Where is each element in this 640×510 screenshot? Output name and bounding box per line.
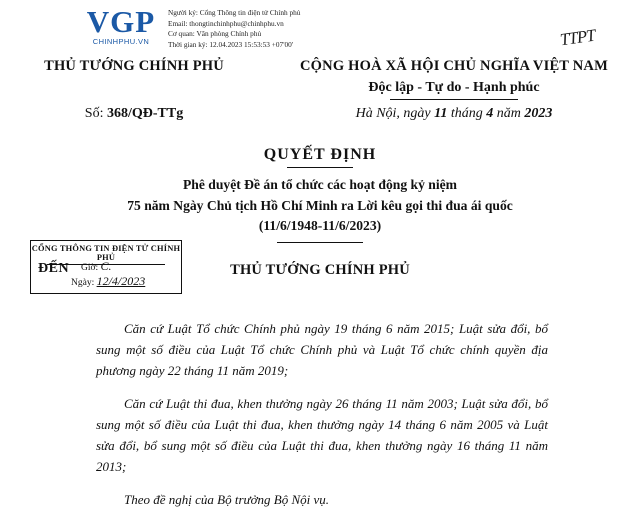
handwritten-annotation-top-right: TTPT	[558, 25, 596, 50]
vgp-logo	[78, 6, 164, 46]
stamp-time-value: C.	[100, 259, 112, 273]
issuer-heading: THỦ TƯỚNG CHÍNH PHỦ	[230, 262, 410, 278]
document-number	[0, 106, 268, 122]
national-title: CỘNG HOÀ XÃ HỘI CHỦ NGHĨA VIỆT NAM	[300, 58, 608, 74]
body-paragraph-3: Theo đề nghị của Bộ trưởng Bộ Nội vụ.	[124, 492, 330, 508]
signature-timestamp: Thời gian ký: 12.04.2023 15:53:53 +07'00'	[168, 39, 294, 49]
document-header	[0, 58, 640, 100]
signature-organization: Cơ quan: Văn phòng Chính phủ	[168, 29, 262, 39]
stamp-time-label: Giờ:	[81, 263, 99, 273]
decision-title-block	[0, 146, 640, 243]
decision-word: QUYẾT ĐỊNH	[263, 146, 377, 163]
signature-signer: Người ký: Cổng Thông tin điện tử Chính phủ	[168, 8, 301, 17]
issuing-authority-heading	[0, 58, 268, 100]
body-paragraph-2: Căn cứ Luật thi đua, khen thưởng ngày 26 tháng 11 năm 2003; Luật sửa đổi, bổ sung một số điều của Luật thi đua, khen thưởng ngày 14 tháng 6 năm 2005 và Luật sửa đổi, bổ sung một số điều của Luật thi đua, khen thưởng ngày 16 tháng 11 năm 2013;	[96, 396, 548, 475]
decision-subject-line-2: 75 năm Ngày Chủ tịch Hồ Chí Minh ra Lời kêu gọi thi đua ái quốc	[127, 198, 513, 214]
signature-details	[168, 6, 300, 50]
decision-anniversary-dates: (11/6/1948-11/6/2023)	[258, 217, 382, 233]
digital-signature-block	[78, 6, 408, 50]
date-month: 4	[486, 106, 494, 121]
national-heading	[268, 58, 640, 100]
national-motto: Độc lập - Tự do - Hạnh phúc	[368, 80, 540, 95]
decision-subject-line-1: Phê duyệt Đề án tổ chức các hoạt động kỷ niệm	[183, 177, 457, 193]
number-date-row	[0, 106, 640, 122]
document-number-value: 368/QĐ-TTg	[106, 106, 184, 121]
decision-bottom-rule	[277, 242, 363, 243]
year-word: năm	[496, 106, 521, 121]
document-number-label: Số:	[84, 106, 104, 121]
stamp-den-label: ĐẾN	[38, 261, 70, 276]
decision-underline	[287, 167, 353, 168]
body-paragraph-1: Căn cứ Luật Tổ chức Chính phủ ngày 19 tháng 6 năm 2015; Luật sửa đổi, bổ sung một số điều của Luật Tổ chức Chính phủ và Luật Tổ chức chính quyền địa phương ngày 22 tháng 11 năm 2019;	[96, 321, 548, 379]
stamp-date-label: Ngày:	[71, 278, 95, 288]
stamp-date-value: 12/4/2023	[96, 274, 146, 288]
signature-email: Email: thongtinchinhphu@chinhphu.vn	[168, 18, 284, 28]
month-word: tháng	[450, 106, 483, 121]
vgp-logo-text: VGP	[86, 4, 156, 39]
document-body	[96, 318, 548, 510]
date-year: 2023	[524, 106, 553, 121]
stamp-office-title: CỔNG THÔNG TIN ĐIỆN TỬ CHÍNH PHỦ	[31, 244, 181, 262]
vgp-logo-subtext: CHINHPHU.VN	[92, 37, 150, 46]
date-day: 11	[434, 106, 448, 121]
place-date-prefix: Hà Nội, ngày	[355, 106, 431, 121]
issuing-authority-title: THỦ TƯỚNG CHÍNH PHỦ	[44, 58, 224, 74]
place-and-date	[268, 106, 640, 122]
motto-underline	[390, 99, 518, 100]
